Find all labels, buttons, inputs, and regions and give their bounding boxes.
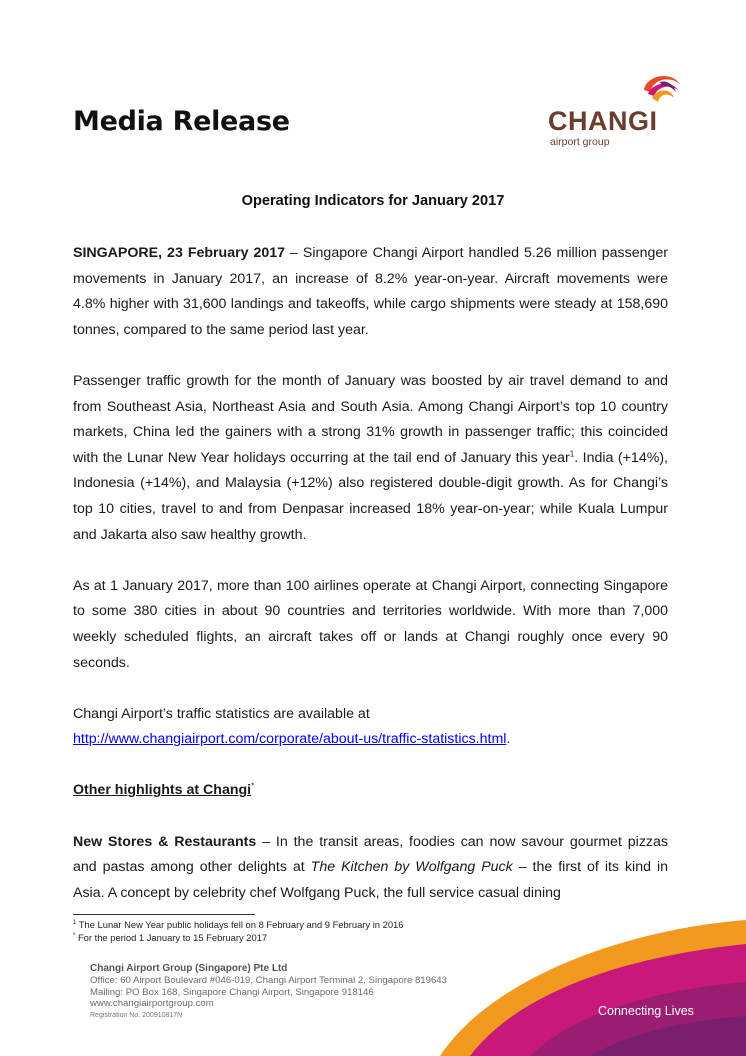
company-website[interactable]: www.changiairportgroup.com <box>90 998 214 1010</box>
paragraph-1-text: – Singapore Changi Airport handled 5.26 million passenger movements in January 2017, an increase of 8.2% year-on-year. Aircraft movements were 4.8% higher with 31,600 landings and takeoffs, while cargo shipments were steady at 158,690 tonnes, compared to the same period last year. <box>73 245 669 338</box>
footnote-ref-1[interactable]: 1 <box>569 449 575 459</box>
logo-subtitle: airport group <box>550 136 610 148</box>
paragraph-1 <box>73 241 668 343</box>
footer-swoosh-graphic <box>400 920 746 1056</box>
link-period: . <box>506 731 511 748</box>
footnote-1-text: The Lunar New Year public holidays fell on 8 February and 9 February in 2016 <box>76 919 404 930</box>
changi-logo <box>548 70 688 152</box>
restaurant-name: The Kitchen by Wolfgang Puck <box>310 859 513 876</box>
paragraph-5 <box>73 830 668 907</box>
paragraph-2-text-b: . India (+14%), Indonesia (+14%), and Malaysia (+12%) also registered double-digit growth. As for Changi’s top 10 cities, travel to and from Denpasar increased 18% year-on-year; while Kuala Lumpur and Jakarta also saw healthy growth. <box>73 449 668 543</box>
paragraph-2 <box>73 369 668 548</box>
new-stores-lead: New Stores & Restaurants <box>73 833 257 850</box>
footnote-2-mark: * <box>73 932 76 939</box>
document-heading: Operating Indicators for January 2017 <box>241 193 505 209</box>
footnote-2-text: For the period 1 January to 15 February 2017 <box>75 932 268 943</box>
highlights-heading <box>73 778 668 804</box>
paragraph-4: Changi Airport’s traffic statistics are available at <box>73 705 370 722</box>
highlights-title: Other highlights at Changi <box>73 782 252 799</box>
mailing-address: Mailing: PO Box 168, Singapore Changi Airport, Singapore 918146 <box>90 986 374 998</box>
paragraph-5-text-a: – In the transit areas, foodies can now savour gourmet pizzas and pastas among other delights at <box>73 833 668 876</box>
logo-wordmark: CHANGI <box>548 106 658 136</box>
paragraph-5-text-b: – the first of its kind in Asia. A concept by celebrity chef Wolfgang Puck, the full service casual dining <box>73 859 668 901</box>
media-release-title: Media Release <box>73 106 290 137</box>
company-name: Changi Airport Group (Singapore) Pte Ltd <box>90 963 288 974</box>
dateline: SINGAPORE, 23 February 2017 <box>73 245 286 261</box>
footnote-ref-star[interactable]: * <box>251 781 255 791</box>
footer-tagline: Connecting Lives <box>598 1004 694 1018</box>
paragraph-3: As at 1 January 2017, more than 100 airlines operate at Changi Airport, connecting Singapore to some 380 cities in about 90 countries and territories worldwide. With more than 7,000 weekly scheduled flights, an aircraft takes off or lands at Changi roughly once every 90 seconds. <box>73 577 668 671</box>
changi-swirl-icon <box>640 70 684 110</box>
office-address: Office: 60 Airport Boulevard #046-019, Changi Airport Terminal 2, Singapore 819643 <box>90 974 447 986</box>
body-text <box>73 241 668 932</box>
traffic-statistics-link[interactable]: http://www.changiairport.com/corporate/about-us/traffic-statistics.html <box>73 731 507 748</box>
paragraph-2-text-a: Passenger traffic growth for the month of January was boosted by air travel demand to and from Southeast Asia, Northeast Asia and South Asia. Among Changi Airport’s top 10 country markets, China led the gainers with a strong 31% growth in passenger traffic; this coincided with the Lunar New Year holidays occurring at the tail end of January this year <box>73 372 668 466</box>
registration-number: Registration No. 200910817N <box>90 1012 183 1020</box>
paragraph-4-link-line <box>73 727 668 753</box>
footnote-divider <box>73 914 255 915</box>
footnote-1-mark: 1 <box>73 919 77 926</box>
